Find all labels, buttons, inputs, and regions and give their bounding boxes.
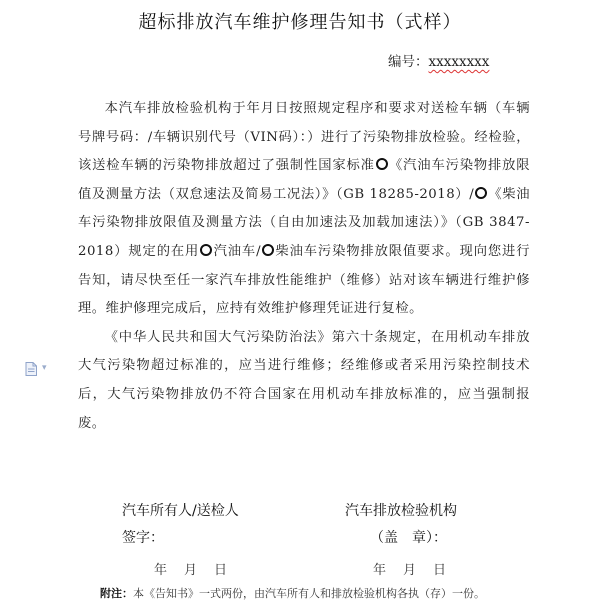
document-number-label: 编号： — [388, 54, 429, 70]
paragraph-notice-part5: 柴油车污染物排放限值要求。现向您进行告知，请尽快至任一家汽车排放性能维护（维修）站对该车辆进行维护修理。维护修理完成后，应持有效维护修理凭证进行复检。 — [78, 243, 531, 317]
paragraph-notice — [78, 95, 530, 324]
document-body — [78, 95, 530, 438]
paragraph-notice-part2: 《汽油车污染物排放限值及测量方法（双怠速法及简易工况法）》（GB 18285-2018）/ — [78, 158, 531, 202]
owner-date: 年 月 日 — [154, 563, 230, 578]
checkbox-circle-icon — [475, 187, 487, 199]
owner-label: 汽车所有人/送检人 — [122, 503, 239, 519]
owner-sign-label: 签字： — [122, 530, 164, 546]
document-title: 超标排放汽车维护修理告知书（式样） — [138, 12, 462, 33]
footnote — [100, 585, 485, 601]
agency-date: 年 月 日 — [373, 563, 449, 578]
footnote-label: 附注： — [100, 587, 133, 600]
paragraph-notice-part3: 《柴油车污染物排放限值及测量方法（自由加速法及加载加速法）》（GB 3847-2018）规定的在用 — [78, 186, 531, 259]
agency-seal-label: （盖 章）： — [370, 530, 447, 546]
chevron-down-icon[interactable]: ▾ — [42, 363, 47, 373]
paragraph-law: 《中华人民共和国大气污染防治法》第六十条规定，在用机动车排放大气污染物超过标准的，应当进行维修；经维修或者采用污染控制技术后，大气污染物排放仍不符合国家在用机动车排放标准的，应当强制报废。 — [78, 329, 530, 431]
agency-label: 汽车排放检验机构 — [345, 503, 457, 519]
paragraph-notice-part4: 汽油车/ — [213, 243, 262, 259]
document-number — [388, 50, 489, 70]
paragraph-notice-part1: 本汽车排放检验机构于年月日按照规定程序和要求对送检车辆（车辆号牌号码：/车辆识别代号（VIN码）：）进行了污染物排放检验。经检验，该送检车辆的污染物排放超过了强制性国家标准 — [78, 101, 530, 174]
document-icon[interactable] — [25, 362, 37, 376]
checkbox-circle-icon — [262, 244, 274, 256]
footnote-text: 本《告知书》一式两份，由汽车所有人和排放检验机构各执（存）一份。 — [133, 587, 485, 600]
checkbox-circle-icon — [200, 244, 212, 256]
checkbox-circle-icon — [376, 158, 388, 170]
document-number-value: xxxxxxxx — [428, 54, 490, 70]
